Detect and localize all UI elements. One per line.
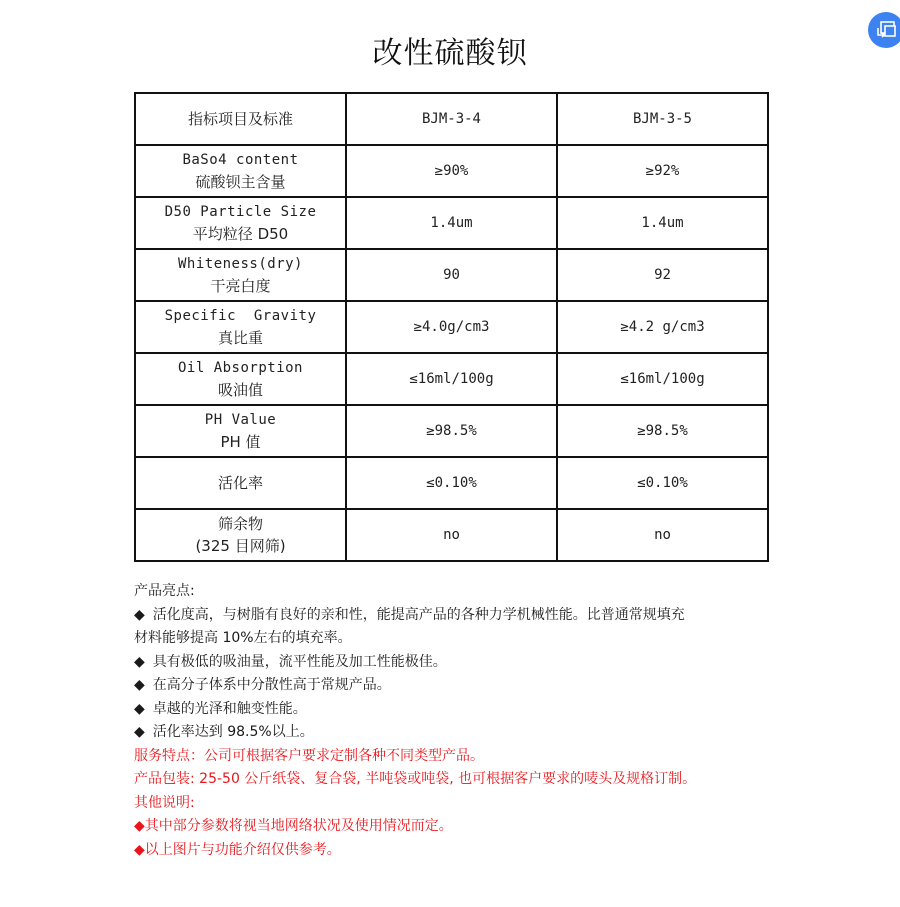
highlight-item: ◆ 卓越的光泽和触变性能。 [134, 700, 307, 717]
value-cell: no [346, 509, 557, 561]
value-cell: ≤0.10% [346, 457, 557, 509]
property-cell: BaSo4 content 硫酸钡主含量 [135, 145, 346, 197]
property-cell: 筛余物 (325 目网筛) [135, 509, 346, 561]
table-row [135, 145, 768, 197]
highlight-item: ◆ 具有极低的吸油量，流平性能及加工性能极佳。 [134, 653, 447, 670]
diamond-bullet-icon: ◆ [134, 677, 145, 693]
table-row [135, 353, 768, 405]
table-row [135, 301, 768, 353]
other-item: ◆以上图片与功能介绍仅供参考。 [134, 841, 341, 858]
value-cell: 90 [346, 249, 557, 301]
value-cell: ≥98.5% [557, 405, 768, 457]
diamond-bullet-icon: ◆ [134, 818, 145, 834]
page-title: 改性硫酸钡 [372, 36, 528, 71]
property-cell: D50 Particle Size 平均粒径 D50 [135, 197, 346, 249]
value-cell: ≤0.10% [557, 457, 768, 509]
property-cell: Whiteness(dry) 干亮白度 [135, 249, 346, 301]
value-cell: 92 [557, 249, 768, 301]
value-cell: 1.4um [346, 197, 557, 249]
diamond-bullet-icon: ◆ [134, 841, 145, 858]
spec-table [134, 92, 769, 562]
table-header-row [135, 93, 768, 145]
table-row [135, 509, 768, 561]
property-cell: Oil Absorption 吸油值 [135, 353, 346, 405]
highlight-item: ◆ 在高分子体系中分散性高于常规产品。 [134, 677, 391, 693]
value-cell: ≥4.0g/cm3 [346, 301, 557, 353]
other-item: ◆其中部分参数将视当地网络状况及使用情况而定。 [134, 818, 453, 834]
property-cell: 活化率 [135, 457, 346, 509]
table-row [135, 197, 768, 249]
header-cell: BJM-3-5 [557, 93, 768, 145]
other-heading: 其他说明: [134, 794, 195, 811]
diamond-bullet-icon: ◆ [134, 653, 145, 670]
value-cell: ≥98.5% [346, 405, 557, 457]
value-cell: ≤16ml/100g [557, 353, 768, 405]
highlights-heading: 产品亮点: [134, 583, 195, 599]
header-cell: BJM-3-4 [346, 93, 557, 145]
value-cell: ≤16ml/100g [346, 353, 557, 405]
service-note: 服务特点：公司可根据客户要求定制各种不同类型产品。 [134, 747, 484, 764]
highlight-item-continued: 材料能够提高 10%左右的填充率。 [134, 630, 352, 646]
value-cell: 1.4um [557, 197, 768, 249]
table-row [135, 405, 768, 457]
value-cell: ≥4.2 g/cm3 [557, 301, 768, 353]
diamond-bullet-icon: ◆ [134, 606, 145, 623]
product-notes [134, 580, 784, 862]
value-cell: no [557, 509, 768, 561]
packaging-note: 产品包装: 25-50 公斤纸袋、复合袋, 半吨袋或吨袋, 也可根据客户要求的唛头及规格订制。 [134, 771, 697, 787]
highlight-item: ◆ 活化度高，与树脂有良好的亲和性，能提高产品的各种力学机械性能。比普通常规填充 [134, 606, 685, 623]
value-cell: ≥90% [346, 145, 557, 197]
diamond-bullet-icon: ◆ [134, 724, 145, 740]
property-cell: PH Value PH 值 [135, 405, 346, 457]
value-cell: ≥92% [557, 145, 768, 197]
table-row [135, 457, 768, 509]
highlight-item: ◆ 活化率达到 98.5%以上。 [134, 724, 314, 740]
header-cell: 指标项目及标准 [135, 93, 346, 145]
image-transfer-button[interactable] [868, 12, 900, 48]
image-transfer-icon [875, 20, 897, 40]
table-row [135, 249, 768, 301]
property-cell: Specific Gravity 真比重 [135, 301, 346, 353]
diamond-bullet-icon: ◆ [134, 700, 145, 717]
